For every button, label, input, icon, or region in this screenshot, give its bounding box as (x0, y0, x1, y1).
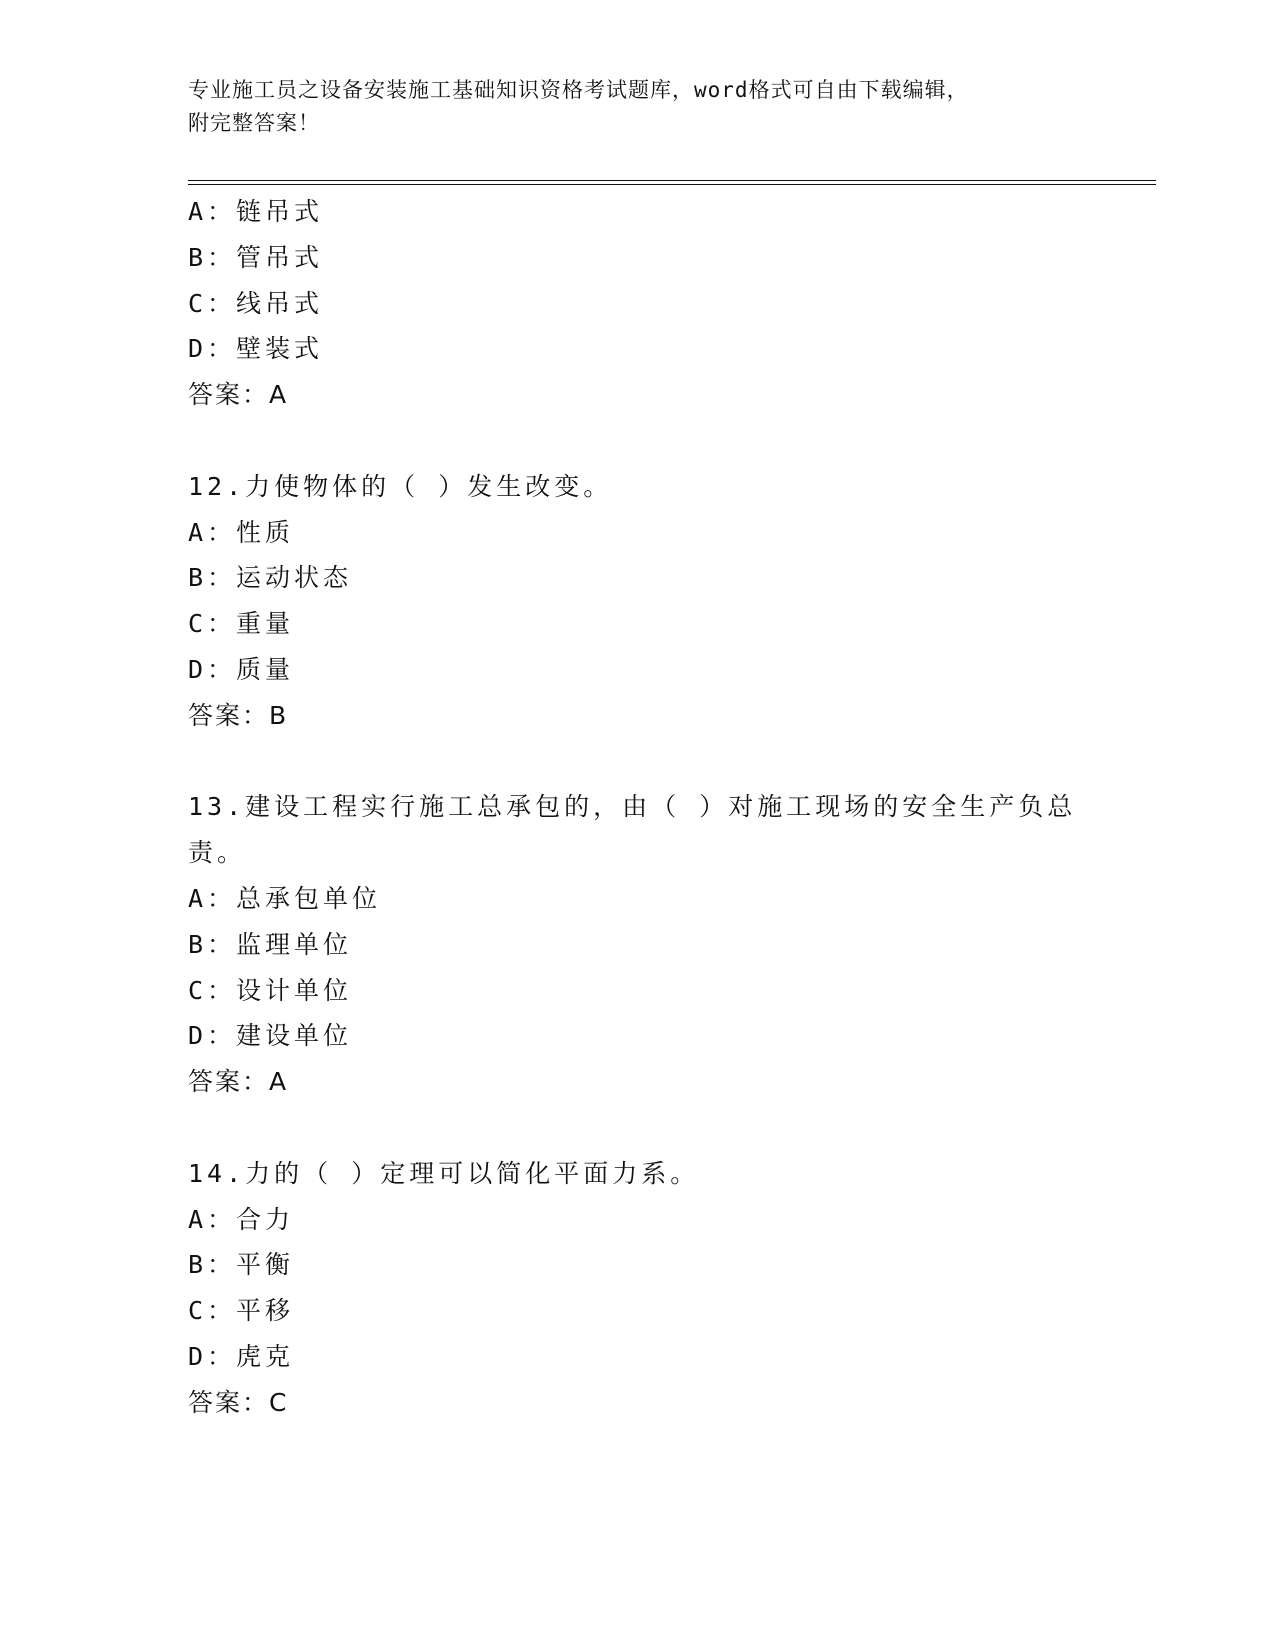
option-b: B：管吊式 (188, 242, 324, 272)
option-a: A：链吊式 (188, 197, 324, 226)
option-d: D：虎克 (188, 1341, 295, 1371)
block-spacer (188, 418, 1088, 464)
question-list (188, 189, 1088, 1426)
question-block (188, 464, 1088, 739)
option-d: D：壁装式 (188, 334, 324, 364)
answer-line: 答案：B (188, 700, 289, 730)
option-c: C：设计单位 (188, 975, 353, 1005)
option-b: B：监理单位 (188, 929, 353, 959)
answer-line: 答案：A (188, 1067, 289, 1097)
option-a: A：性质 (188, 517, 295, 547)
question-text-line-2: 责。 (188, 838, 247, 868)
question-block (188, 1151, 1088, 1426)
question-block (188, 784, 1088, 1105)
question-block (188, 189, 1088, 418)
block-spacer (188, 739, 1088, 785)
block-spacer (188, 1105, 1088, 1151)
option-d: D：质量 (188, 654, 295, 684)
answer-line: 答案：A (188, 380, 289, 410)
option-b: B：平衡 (188, 1250, 295, 1280)
header-line-2: 附完整答案！ (188, 111, 320, 135)
option-a: A：总承包单位 (188, 883, 382, 913)
header-rule-top (188, 180, 1156, 181)
document-header (188, 74, 1088, 140)
option-c: C：重量 (188, 609, 295, 639)
header-rule-bottom (188, 184, 1156, 185)
header-line-1: 专业施工员之设备安装施工基础知识资格考试题库，word格式可自由下载编辑， (188, 78, 969, 102)
option-b: B：运动状态 (188, 563, 353, 593)
question-text: 14.力的（ ）定理可以简化平面力系。 (188, 1158, 700, 1188)
option-c: C：平移 (188, 1296, 295, 1326)
option-a: A：合力 (188, 1204, 295, 1234)
question-text: 12.力使物体的（ ）发生改变。 (188, 471, 613, 501)
answer-line: 答案：C (188, 1387, 289, 1417)
option-d: D：建设单位 (188, 1021, 353, 1051)
option-c: C：线吊式 (188, 288, 324, 318)
question-text-line-1: 13.建设工程实行施工总承包的，由（ ）对施工现场的安全生产负总 (188, 792, 1077, 822)
